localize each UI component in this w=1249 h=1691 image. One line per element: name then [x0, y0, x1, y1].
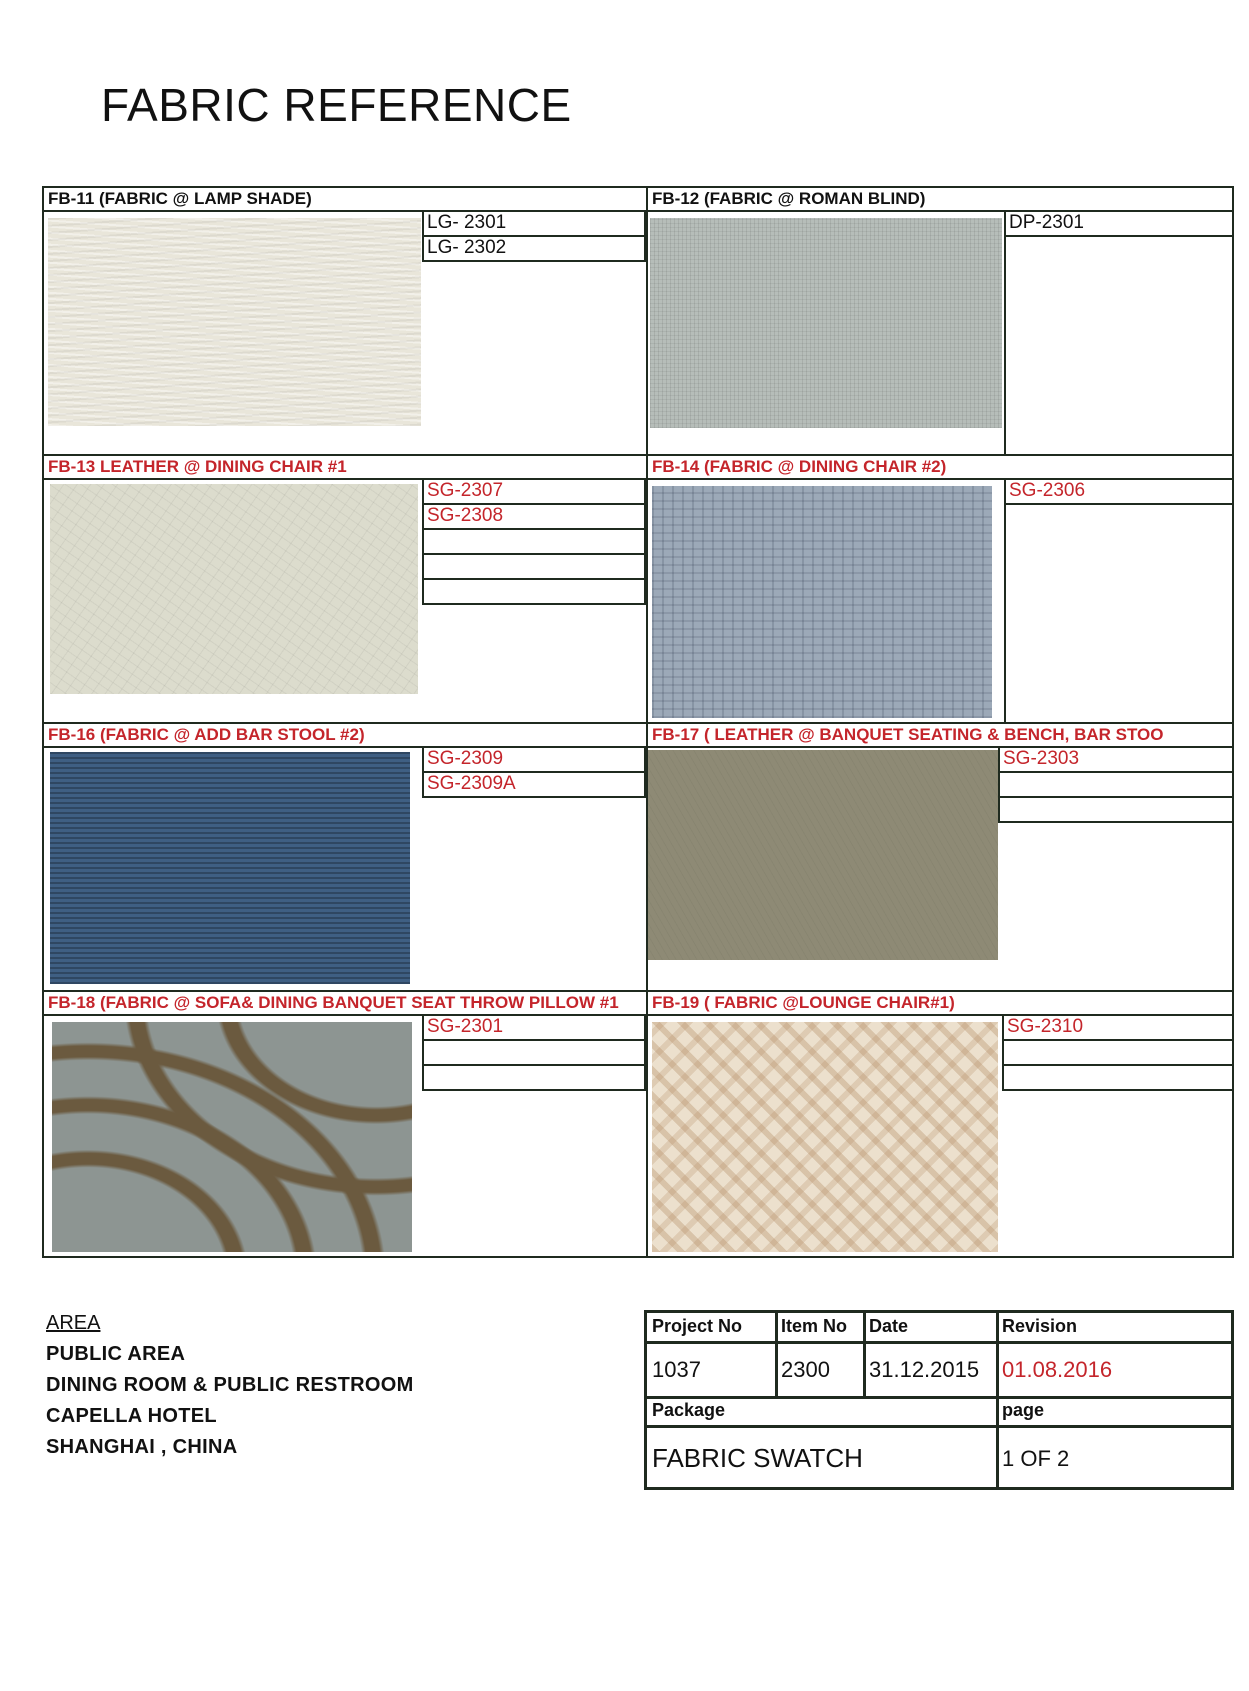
title-block-rule	[775, 1313, 778, 1396]
lamp-shade-swatch-image	[48, 218, 421, 426]
cell-header: FB-13 LEATHER @ DINING CHAIR #1	[44, 456, 646, 480]
date-label: Date	[869, 1316, 909, 1336]
page-value: 1 OF 2	[1002, 1446, 1070, 1471]
code-list	[998, 748, 1234, 823]
page-label: page	[1002, 1400, 1045, 1420]
fabric-code: SG-2309A	[422, 773, 646, 798]
fabric-code-empty	[1002, 1066, 1234, 1091]
roman-blind-swatch-image	[650, 218, 1002, 428]
title-block-rule	[863, 1313, 866, 1396]
fabric-code: SG-2307	[422, 480, 646, 505]
cell-header: FB-18 (FABRIC @ SOFA& DINING BANQUET SEAT THROW PILLOW #1	[44, 992, 646, 1016]
fabric-code-empty	[422, 1066, 646, 1091]
package-label: Package	[652, 1400, 726, 1420]
fabric-code: SG-2309	[422, 748, 646, 773]
title-block-rule	[647, 1425, 1231, 1428]
cell-header: FB-11 (FABRIC @ LAMP SHADE)	[44, 188, 646, 212]
cell-header: FB-19 ( FABRIC @LOUNGE CHAIR#1)	[648, 992, 1234, 1016]
fabric-code: LG- 2302	[422, 237, 646, 262]
page-title: FABRIC REFERENCE	[101, 79, 572, 131]
fabric-code-empty	[422, 530, 646, 555]
title-block	[644, 1310, 1234, 1490]
code-list	[1004, 212, 1234, 237]
code-list	[422, 480, 646, 605]
fabric-cell-fb16	[44, 724, 646, 990]
revision-label: Revision	[1002, 1316, 1078, 1336]
bar-stool-swatch-image	[50, 752, 410, 984]
code-column-divider	[1004, 480, 1006, 722]
fabric-code: SG-2310	[1002, 1016, 1234, 1041]
fabric-code: LG- 2301	[422, 212, 646, 237]
throw-pillow-swatch-image	[52, 1022, 412, 1252]
code-column-divider	[1004, 212, 1006, 454]
area-info	[46, 1312, 414, 1459]
date-value: 31.12.2015	[869, 1357, 980, 1382]
title-block-rule	[647, 1341, 1231, 1344]
revision-value: 01.08.2016	[1002, 1357, 1113, 1382]
fabric-code-empty	[1002, 1041, 1234, 1066]
code-list	[1004, 480, 1234, 505]
cell-header: FB-16 (FABRIC @ ADD BAR STOOL #2)	[44, 724, 646, 748]
fabric-code: SG-2303	[998, 748, 1234, 773]
project-no-value: 1037	[652, 1357, 701, 1382]
fabric-cell-fb11	[44, 188, 646, 454]
fabric-code-empty	[998, 798, 1234, 823]
area-line: SHANGHAI , CHINA	[46, 1436, 238, 1458]
fabric-code: SG-2308	[422, 505, 646, 530]
code-list	[422, 212, 646, 262]
code-list	[422, 1016, 646, 1091]
fabric-code: DP-2301	[1004, 212, 1234, 237]
fabric-cell-fb12	[648, 188, 1234, 454]
package-value: FABRIC SWATCH	[652, 1443, 863, 1473]
banquet-leather-swatch-image	[648, 750, 998, 960]
fabric-code: SG-2301	[422, 1016, 646, 1041]
dining-chair-leather-swatch-image	[50, 484, 418, 694]
fabric-cell-fb14	[648, 456, 1234, 722]
project-no-label: Project No	[652, 1316, 743, 1336]
cell-header: FB-12 (FABRIC @ ROMAN BLIND)	[648, 188, 1234, 212]
fabric-code-empty	[998, 773, 1234, 798]
cell-header: FB-14 (FABRIC @ DINING CHAIR #2)	[648, 456, 1234, 480]
title-block-rule	[996, 1313, 999, 1490]
area-line: PUBLIC AREA	[46, 1343, 186, 1365]
code-list	[1002, 1016, 1234, 1091]
area-label: AREA	[46, 1312, 101, 1334]
fabric-code: SG-2306	[1004, 480, 1234, 505]
lounge-chair-swatch-image	[652, 1022, 998, 1252]
dining-chair-fabric-swatch-image	[652, 486, 992, 718]
fabric-cell-fb18	[44, 992, 646, 1258]
area-line: DINING ROOM & PUBLIC RESTROOM	[46, 1374, 414, 1396]
fabric-cell-fb13	[44, 456, 646, 722]
cell-header: FB-17 ( LEATHER @ BANQUET SEATING & BENCH, BAR STOO	[648, 724, 1234, 748]
item-no-label: Item No	[781, 1316, 848, 1336]
title-block-rule	[647, 1396, 1231, 1399]
fabric-code-empty	[422, 580, 646, 605]
fabric-code-empty	[422, 555, 646, 580]
fabric-cell-fb19	[648, 992, 1234, 1258]
fabric-code-empty	[422, 1041, 646, 1066]
item-no-value: 2300	[781, 1357, 830, 1382]
area-line: CAPELLA HOTEL	[46, 1405, 217, 1427]
fabric-cell-fb17	[648, 724, 1234, 990]
code-list	[422, 748, 646, 798]
fabric-grid	[42, 186, 1234, 1258]
